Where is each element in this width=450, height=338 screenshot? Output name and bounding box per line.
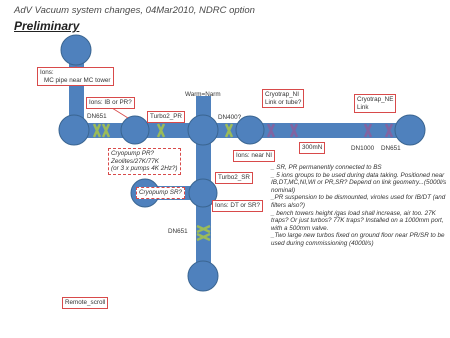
cryopump-pr-box xyxy=(108,148,181,175)
page-subtitle: Preliminary xyxy=(14,19,80,33)
tower-mc xyxy=(61,35,91,65)
cryotrap-ne-line1: Cryotrap_NE xyxy=(357,96,394,103)
tower-ib xyxy=(59,115,89,145)
dn651-bottom-label: DN651 xyxy=(168,228,188,235)
note-item: _Two large new turbos fixed on ground floor near PR/SR to be used during commissioning (4000l/s) xyxy=(271,232,445,247)
ions-ib-box: Ions: IB or PR? xyxy=(86,97,135,109)
turbo2-sr-box: Turbo2_SR xyxy=(215,172,253,184)
dn651-right-label: DN651 xyxy=(381,145,401,152)
tower-pr xyxy=(121,116,149,144)
tower-ne xyxy=(395,115,425,145)
cryopump-pr-line2: Zeolites/27K/77K xyxy=(111,157,159,165)
cryopump-pr-line3: (or 3 x pumps 4K 2Hz?) xyxy=(111,165,178,173)
cryopump-sr-box: Cryopump SR? xyxy=(136,187,185,199)
cryotrap-ne-line2: Link xyxy=(357,103,369,111)
page-title: AdV Vacuum system changes, 04Mar2010, NDRC option xyxy=(14,5,255,16)
dn1000-label: DN1000 xyxy=(351,145,375,152)
ions-dt-sr-box: Ions: DT or SR? xyxy=(212,200,263,212)
cryotrap-ni-box xyxy=(262,89,304,108)
dn400-label: DN400? xyxy=(218,114,242,121)
cryotrap-ni-line2: Link or tube? xyxy=(265,98,302,106)
note-item: _PR suspension to be dismounted, viroles used for IB/DT (and filters also?) xyxy=(271,194,446,209)
note-item: _ bench towers height /gas load shall increase, air too. 27K traps? Or just turbos? 77K traps? Installed on a 1000mm port, with a 500mm valve. xyxy=(271,209,444,232)
ions-mc-box xyxy=(37,67,114,86)
ions-mc-line1: Ions: xyxy=(40,69,54,76)
tower-we xyxy=(188,261,218,291)
warm-narm-label: Warm=Narm xyxy=(185,91,221,98)
cryotrap-ni-line1: Cryotrap_NI xyxy=(265,91,299,98)
cryotrap-ne-box xyxy=(354,94,396,113)
note-item: _ 5 ions groups to be used during data taking. Positioned near IB,DT,MC,NI,WI or PR,SR? Depend on link geometry...(5000l/s nominal) xyxy=(271,171,447,194)
ions-near-ni-box: Ions: near NI xyxy=(233,150,275,162)
remote-scroll-box: Remote_scroll xyxy=(62,297,108,309)
turbo2-pr-box: Turbo2_PR xyxy=(147,111,185,123)
note-item: _ SR, PR permanently connected to BS xyxy=(271,164,382,171)
tower-bs xyxy=(188,115,218,145)
ions-mc-line2: MC pipe near MC tower xyxy=(44,76,111,84)
dn651-left-label: DN651 xyxy=(87,113,107,120)
cryopump-pr-line1: Cryopump PR? xyxy=(111,150,155,157)
connector-ions-ib xyxy=(112,108,128,118)
300mn-box: 300mN xyxy=(299,142,325,154)
notes-block xyxy=(271,164,447,248)
